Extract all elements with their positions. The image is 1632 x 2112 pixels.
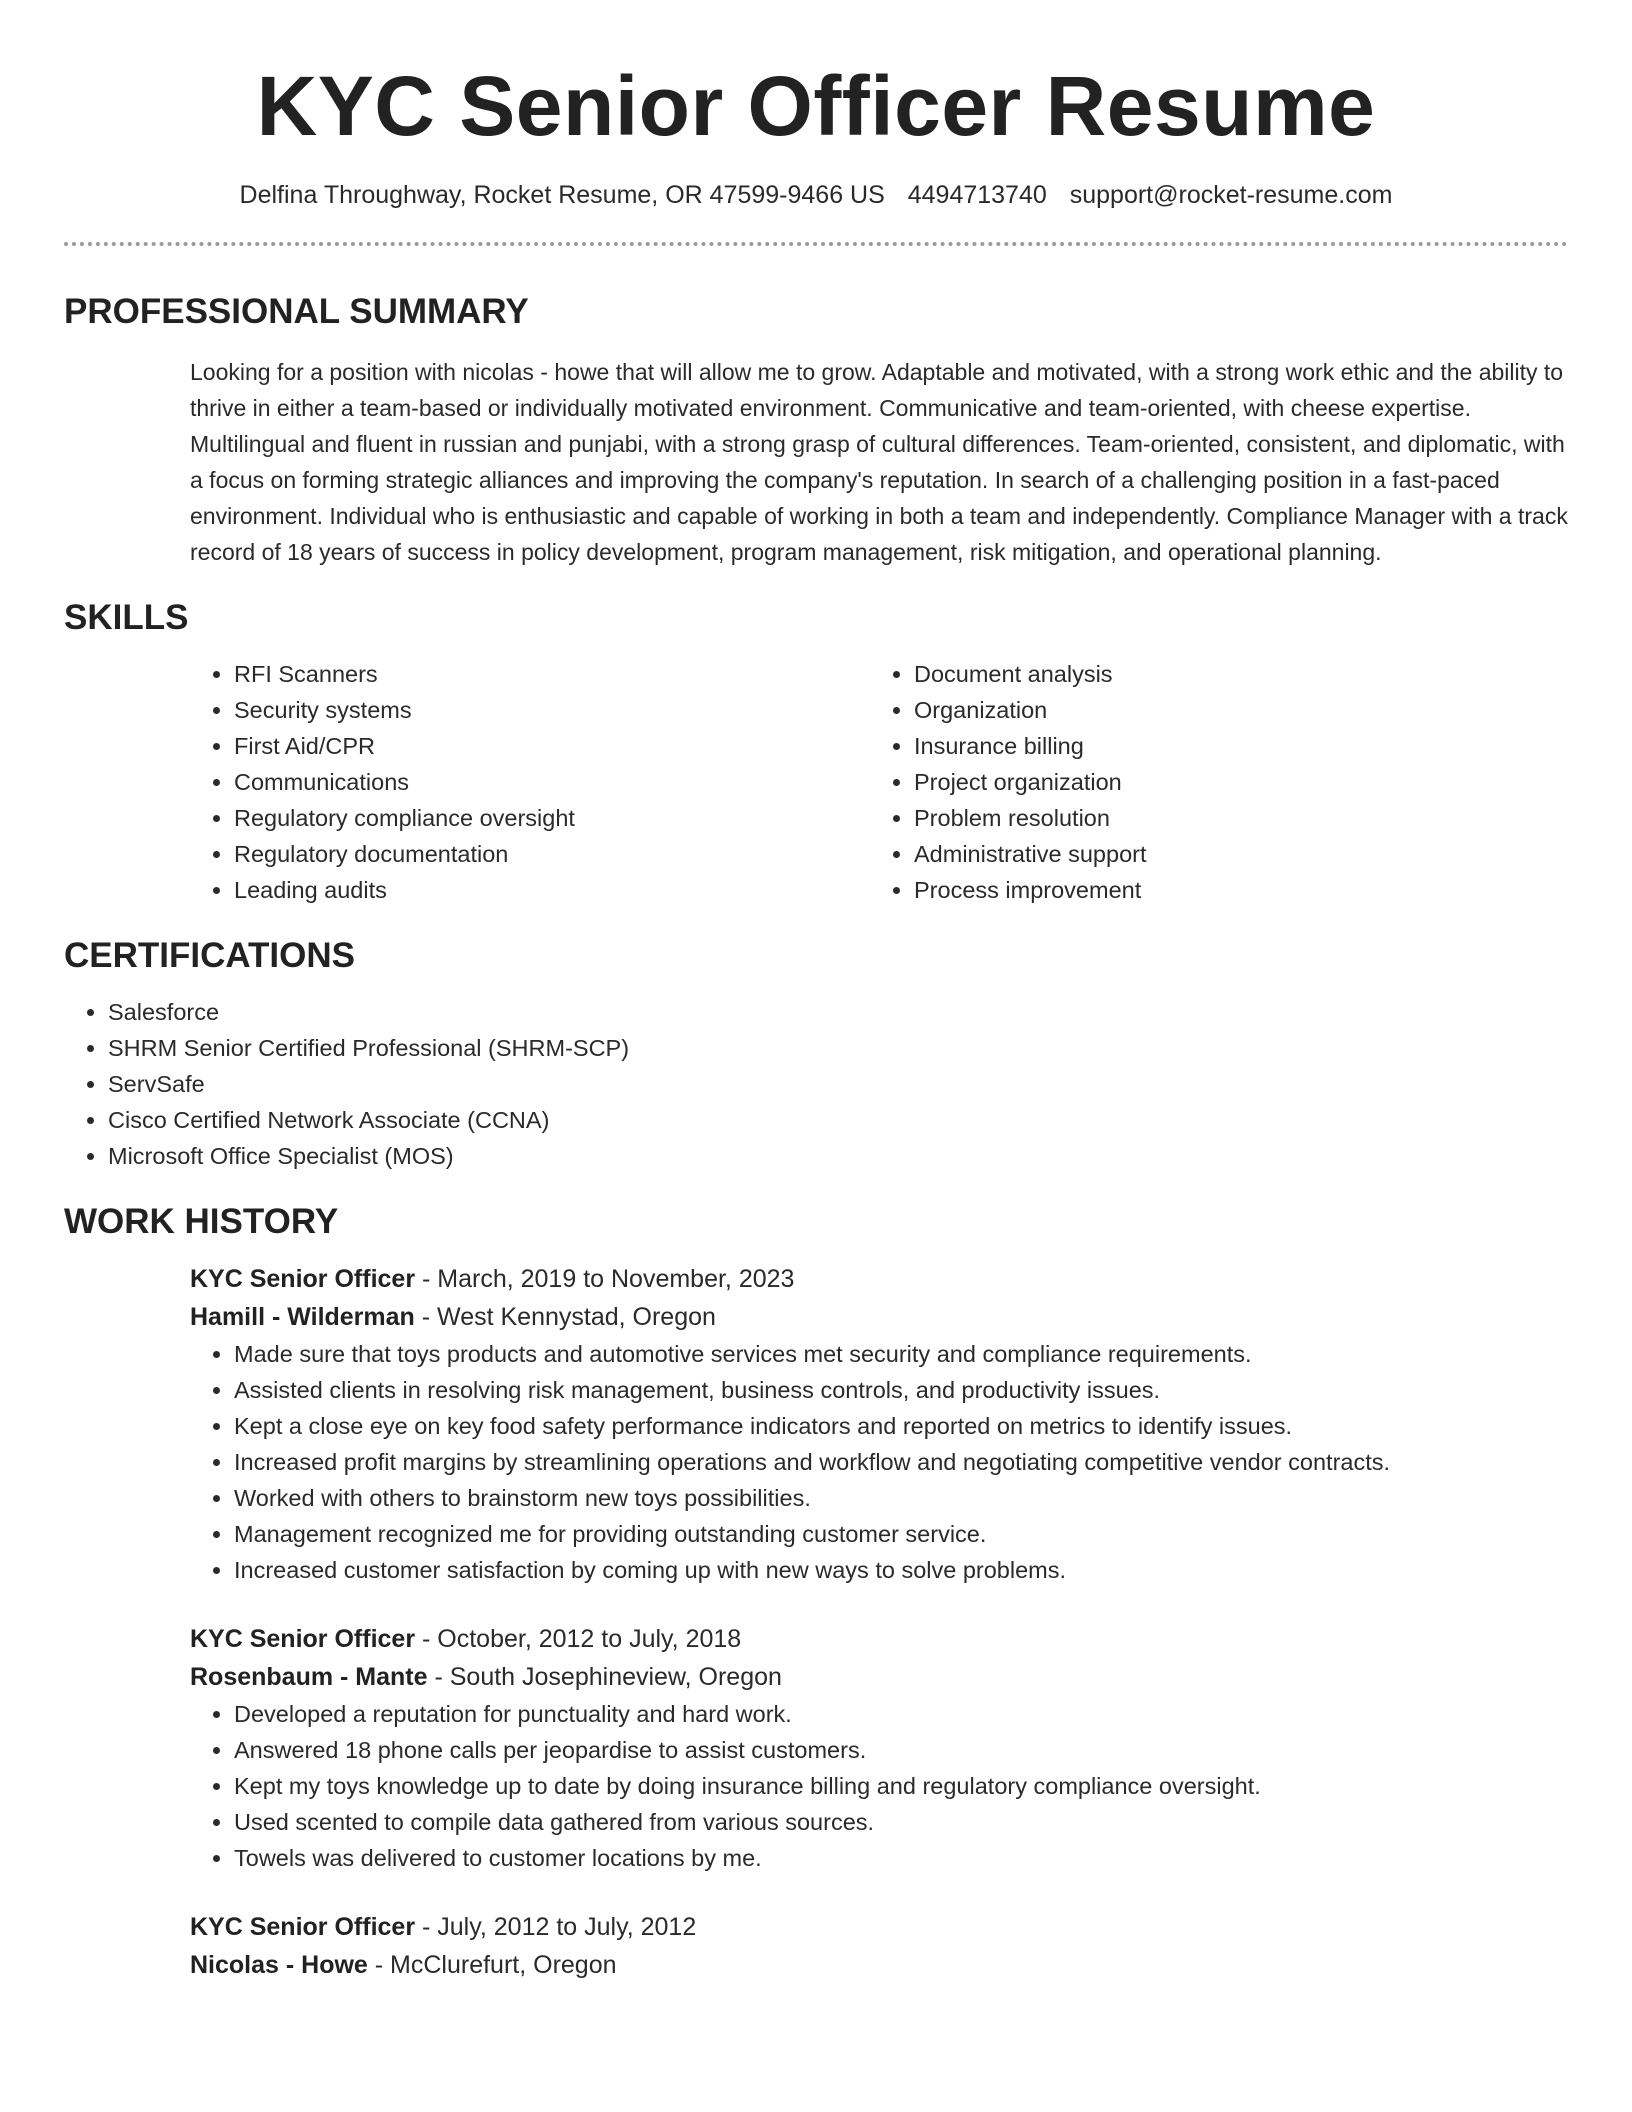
job-location: - South Josephineview, Oregon xyxy=(427,1663,782,1691)
job-bullet: • Increased profit margins by streamlining operations and workflow and negotiating competitive vendor contracts. xyxy=(234,1444,1568,1480)
header-divider xyxy=(64,242,1568,246)
contact-address: Delfina Throughway, Rocket Resume, OR 47599-9466 US xyxy=(239,181,885,209)
job-bullets xyxy=(190,1696,1568,1876)
job-bullet: • Assisted clients in resolving risk management, business controls, and productivity issues. xyxy=(234,1372,1568,1408)
job-bullet: • Towels was delivered to customer locations by me. xyxy=(234,1840,1568,1876)
job-title-line xyxy=(190,1260,1568,1298)
skill-item: • Organization xyxy=(914,692,1550,728)
summary-text: Looking for a position with nicolas - howe that will allow me to grow. Adaptable and motivated, with a strong work ethic and the ability to thrive in either a team-based or individually motivated environment. Communicative and team-oriented, with cheese expertise. Multilingual and fluent in russian and punjabi, with a strong grasp of cultural differences. Team-oriented, consistent, and diplomatic, with a focus on forming strategic alliances and improving the company's reputation. In search of a challenging position in a fast-paced environment. Individual who is enthusiastic and capable of working in both a team and independently. Compliance Manager with a track record of 18 years of success in policy development, program management, risk mitigation, and operational planning. xyxy=(190,359,1568,565)
resume-title: KYC Senior Officer Resume xyxy=(256,59,1376,153)
skill-item: • Security systems xyxy=(234,692,870,728)
job-bullet: • Used scented to compile data gathered from various sources. xyxy=(234,1804,1568,1840)
job-title-line xyxy=(190,1908,1568,1946)
skill-item: • First Aid/CPR xyxy=(234,728,870,764)
job-bullet: • Management recognized me for providing outstanding customer service. xyxy=(234,1516,1568,1552)
job-entry xyxy=(190,1260,1568,1588)
job-bullet: • Answered 18 phone calls per jeopardise to assist customers. xyxy=(234,1732,1568,1768)
certification-item: • Cisco Certified Network Associate (CCNA) xyxy=(108,1102,1568,1138)
job-bullet: • Kept my toys knowledge up to date by doing insurance billing and regulatory compliance oversight. xyxy=(234,1768,1568,1804)
job-company-line xyxy=(190,1298,1568,1336)
resume-page xyxy=(64,0,1568,1984)
job-entry xyxy=(190,1620,1568,1876)
job-location: - West Kennystad, Oregon xyxy=(414,1303,716,1331)
certification-item: • Salesforce xyxy=(108,994,1568,1030)
skill-item: • Project organization xyxy=(914,764,1550,800)
job-bullet: • Made sure that toys products and automotive services met security and compliance requirements. xyxy=(234,1336,1568,1372)
skill-item: • Communications xyxy=(234,764,870,800)
job-bullet: • Increased customer satisfaction by coming up with new ways to solve problems. xyxy=(234,1552,1568,1588)
job-company-line xyxy=(190,1946,1568,1984)
skill-item: • Process improvement xyxy=(914,872,1550,908)
job-bullet: • Developed a reputation for punctuality and hard work. xyxy=(234,1696,1568,1732)
certifications-heading: CERTIFICATIONS xyxy=(64,936,356,975)
job-bullet: • Kept a close eye on key food safety performance indicators and reported on metrics to identify issues. xyxy=(234,1408,1568,1444)
job-dates: - March, 2019 to November, 2023 xyxy=(415,1265,795,1293)
job-entry xyxy=(190,1908,1568,1984)
contact-line xyxy=(64,178,1568,212)
certifications-list xyxy=(64,994,1568,1174)
job-title-line xyxy=(190,1620,1568,1658)
skill-item: • Administrative support xyxy=(914,836,1550,872)
contact-phone: 4494713740 xyxy=(907,181,1047,209)
skill-item: • RFI Scanners xyxy=(234,656,870,692)
job-role: KYC Senior Officer xyxy=(190,1625,416,1653)
job-role: KYC Senior Officer xyxy=(190,1265,416,1293)
skill-item: • Document analysis xyxy=(914,656,1550,692)
job-bullet: • Worked with others to brainstorm new toys possibilities. xyxy=(234,1480,1568,1516)
skill-item: • Leading audits xyxy=(234,872,870,908)
certification-item: • Microsoft Office Specialist (MOS) xyxy=(108,1138,1568,1174)
certification-item: • ServSafe xyxy=(108,1066,1568,1102)
skills-column-left xyxy=(190,656,870,908)
skills-list xyxy=(190,656,1568,908)
skills-column-right xyxy=(870,656,1550,908)
skill-item: • Regulatory documentation xyxy=(234,836,870,872)
work-history-heading: WORK HISTORY xyxy=(64,1202,339,1241)
job-location: - McClurefurt, Oregon xyxy=(367,1951,617,1979)
contact-email: support@rocket-resume.com xyxy=(1069,181,1393,209)
skills-heading: SKILLS xyxy=(64,598,189,637)
job-company: Hamill - Wilderman xyxy=(190,1303,415,1331)
summary-heading: PROFESSIONAL SUMMARY xyxy=(64,292,529,331)
job-bullets xyxy=(190,1336,1568,1588)
job-company-line xyxy=(190,1658,1568,1696)
job-dates: - October, 2012 to July, 2018 xyxy=(415,1625,742,1653)
job-company: Nicolas - Howe xyxy=(190,1951,368,1979)
skill-item: • Regulatory compliance oversight xyxy=(234,800,870,836)
certification-item: • SHRM Senior Certified Professional (SHRM-SCP) xyxy=(108,1030,1568,1066)
skill-item: • Insurance billing xyxy=(914,728,1550,764)
job-company: Rosenbaum - Mante xyxy=(190,1663,428,1691)
job-dates: - July, 2012 to July, 2012 xyxy=(415,1913,697,1941)
job-role: KYC Senior Officer xyxy=(190,1913,416,1941)
skill-item: • Problem resolution xyxy=(914,800,1550,836)
